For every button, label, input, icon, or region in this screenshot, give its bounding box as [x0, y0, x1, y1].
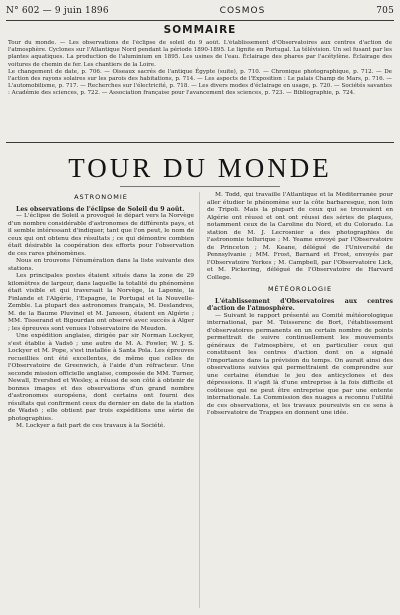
paragraph: Une expédition anglaise, dirigée par sir Norman Lockyer, s'est établie à Vadsö ; une autre de M. A. Fowler, W. J. S. Lockyer et M. Pope, s'est installée à Santa Pola. Les épreuves recueillies ont été excellentes, de même que celles de l'Observatoire de Greenwich, à l'aide d'un réfracteur. Une seconde mission officielle anglaise, composée de MM. Turner, Newall, Evershed et Wesley, a réussi de son côté à obtenir de bonnes images et des observations d'un grand nombre d'astronomes européens, dont certains ont fourni des résultats qui confirment ceux du dernier en date de la station de Wadsö ; elle obtient par trois expéditions une série de photographies.: [8, 333, 194, 422]
sommaire-body: [8, 40, 392, 138]
sommaire-line: Le changement de date, p. 706. — Oiseaux sacrés de l'antique Égypte (suite), p. 710. — Chronique photographique, p. 712. — De l'action des rayons solaires sur les parois des habitations, p. 714. — Les aspects de l'Exposition : Le palais Champ de Mars, p. 716. — L'automobilisme, p. 717. — Recherches sur l'électricité, p. 718. — Les divers modes d'éclairage en usage, p. 720. — Sociétés savantes : Académie des sciences, p. 722. — Association française pour l'avancement des sciences, p. 723. — Bibliographie, p. 724.: [8, 68, 392, 97]
heading-rule: [120, 186, 280, 187]
article-title-eclipse: Les observations de l'éclipse de Soleil du 9 août.: [16, 205, 185, 213]
journal-name: COSMOS: [219, 6, 266, 16]
paragraph: — L'éclipse de Soleil a provoqué le départ vers la Norvège d'un nombre considérable d'astronomes de différents pays, et il semble intéressant d'indiquer, tant que l'on peut, le nom de ceux qui ont obtenu des résultats ; ce qui démontre combien était désirable la coopération des efforts pour l'observation de ces rares phénomènes.: [8, 213, 194, 257]
left-column: [8, 192, 194, 610]
column-separator: [199, 192, 200, 608]
header-rule: [6, 20, 394, 21]
paragraph: M. Todd, qui travaille l'Atlantique et la Méditerranée pour aller étudier le phénomène sur la côte barbaresque, non loin de Tripoli. Mais la plupart de ceux qui se trouvaient en Algérie ont réussi et ont ont réussi des séries de plaques, notamment ceux de la Caroline du Nord, et du Colorado. La station de M. J. Lecrosnier a des photographies de l'astronomie tellurique ; M. Yeame envoyé par l'Observatoire de Princeton ; M. Keane, délégué de l'Université de Pennsylvanie ; MM. Frost, Barnard et Frost, envoyés par l'Observatoire Yerkes ; M. Campbell, par l'Observatoire Lick, et M. Pickering, délégué de l'Observatoire de Harvard College.: [207, 192, 393, 281]
running-header: [6, 4, 394, 18]
page-number: 705: [376, 6, 394, 16]
paragraph: Nous en trouvons l'énumération dans la liste suivante des stations.: [8, 258, 194, 272]
sommaire-title: SOMMAIRE: [163, 24, 237, 36]
article-title-observatoires: L'établissement d'Observatoires aux centres d'action de l'atmosphère.: [207, 297, 393, 312]
section-astronomie: ASTRONOMIE: [74, 193, 128, 201]
sommaire-line: Tour du monde. — Les observations de l'éclipse de soleil du 9 août. L'établissement d'Observatoires aux centres d'action de l'atmosphère. Cyclones sur l'Atlantique Nord pendant la période 1890-1895. Le lignite en Portugal. La télévision. Un sel fusant par les plantes aquatiques. La production de l'aluminium en 1895. Les usines de l'eau. Éclairage des phares par l'acétylène. Éclairage des voitures de chemin de fer. Les chantiers de la Loire.: [8, 40, 392, 68]
paragraph: Les principales postes étaient situés dans la zone de 29 kilomètres de largeur, dans laquelle la totalité du phénomène était visible et qui traversait la Norvège, la Laponie, la Finlande et l'Algérie, l'Espagne, le Portugal et la Nouvelle-Zemble. La plupart des astronomes français, M. Deslandres, M. de la Baume Pluvinel et M. Janssen, étaient en Algérie ; MM. Tisserand et Bigourdan ont observé avec succès à Alger ; les épreuves sont venues l'observatoire de Meudon.: [8, 273, 194, 332]
section-heading-tour-du-monde: TOUR DU MONDE: [68, 153, 332, 183]
issue-number-date: N° 602 — 9 juin 1896: [6, 6, 109, 16]
sommaire-rule: [6, 142, 394, 143]
section-meteorologie: MÉTÉOROLOGIE: [267, 285, 333, 293]
paragraph: M. Lockyer a fait part de ces travaux à la Société.: [16, 423, 166, 429]
right-column: [207, 192, 393, 610]
paragraph: — Suivant le rapport présenté au Comité météorologique international, par M. Teisserenc de Bort, l'établissement d'observatoires permanents en un certain nombre de points permettrait de suivre continuellement les mouvements généraux de l'atmosphère, et en particulier ceux qui constituent les centres d'action dont on a signalé l'importance dans la prévision du temps. On aurait ainsi des observations suivies qui permettraient de comprendre sur une certaine étendue le jeu des anticyclones et des dépressions. Il s'agit là d'une entreprise à la fois difficile et coûteuse qui ne peut être entreprise que par une entente internationale. La Commission des nuages a reconnu l'utilité de ces observations, et les travaux poursuivis en ce sens à l'observatoire de Trappes en donnent une idée.: [207, 312, 393, 416]
